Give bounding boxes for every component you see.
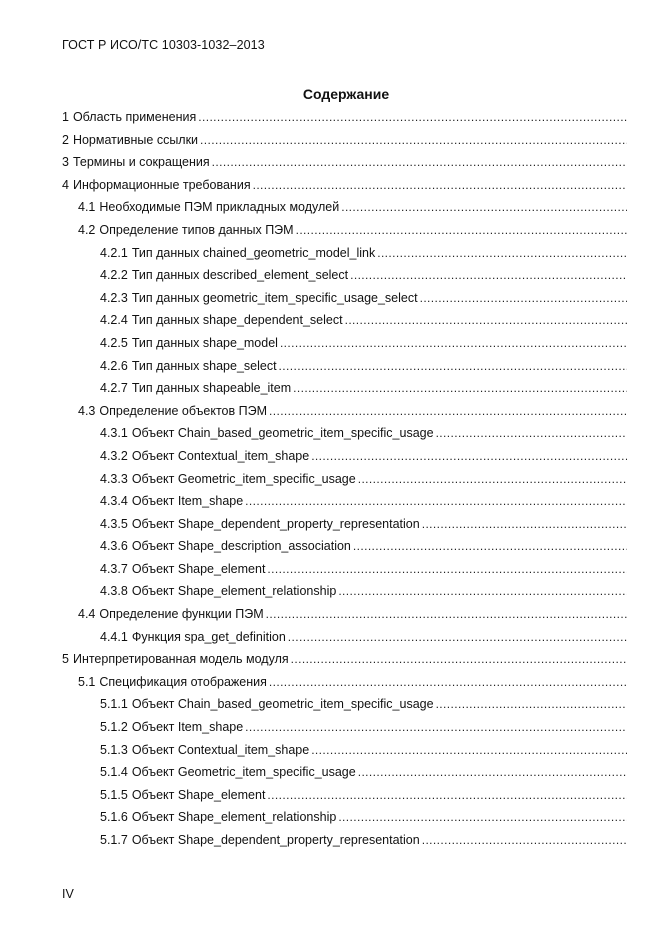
toc-leader-dots bbox=[200, 133, 627, 147]
toc-entry[interactable] bbox=[62, 246, 627, 269]
toc-leader-dots bbox=[338, 810, 627, 824]
toc-entry[interactable] bbox=[62, 381, 627, 404]
toc-entry-title: Определение типов данных ПЭМ bbox=[99, 222, 294, 237]
toc-entry-number: 4.2 bbox=[78, 222, 96, 237]
toc-leader-dots bbox=[358, 765, 627, 779]
toc-leader-dots bbox=[280, 336, 627, 350]
toc-entry-number: 5 bbox=[62, 652, 69, 667]
toc-leader-dots bbox=[311, 743, 627, 757]
toc-entry-number: 5.1.4 bbox=[100, 765, 128, 780]
toc-entry-title: Спецификация отображения bbox=[99, 674, 267, 689]
toc-leader-dots bbox=[198, 110, 627, 124]
toc-entry-number: 4.3 bbox=[78, 403, 96, 418]
toc-entry[interactable] bbox=[62, 607, 627, 630]
toc-entry-number: 4.1 bbox=[78, 200, 96, 215]
toc-leader-dots bbox=[358, 472, 627, 486]
toc-entry-number: 4.3.2 bbox=[100, 448, 128, 463]
toc-entry-number: 4.3.8 bbox=[100, 584, 128, 599]
toc-entry[interactable] bbox=[62, 404, 627, 427]
toc-entry-title: Определение объектов ПЭМ bbox=[99, 403, 267, 418]
toc-entry-number: 3 bbox=[62, 155, 69, 170]
toc-entry-title: Тип данных described_element_select bbox=[131, 268, 349, 283]
toc-leader-dots bbox=[422, 517, 627, 531]
toc-entry-title: Функция spa_get_definition bbox=[131, 629, 286, 644]
toc-entry-title: Объект Item_shape bbox=[131, 720, 244, 735]
toc-entry[interactable] bbox=[62, 584, 627, 607]
document-header: ГОСТ Р ИСО/ТС 10303-1032–2013 bbox=[62, 38, 265, 52]
toc-entry[interactable] bbox=[62, 313, 627, 336]
toc-leader-dots bbox=[345, 313, 627, 327]
toc-entry-number: 4.3.7 bbox=[100, 561, 128, 576]
toc-entry-title: Необходимые ПЭМ прикладных модулей bbox=[99, 200, 340, 215]
toc-entry[interactable] bbox=[62, 178, 627, 201]
table-of-contents bbox=[62, 110, 627, 856]
toc-leader-dots bbox=[377, 246, 627, 260]
toc-entry-title: Объект Shape_description_association bbox=[131, 539, 351, 554]
toc-entry-title: Объект Geometric_item_specific_usage bbox=[131, 471, 356, 486]
toc-entry[interactable] bbox=[62, 652, 627, 675]
toc-entry-title: Объект Shape_dependent_property_representation bbox=[131, 833, 420, 847]
toc-entry[interactable] bbox=[62, 494, 627, 517]
toc-leader-dots bbox=[245, 720, 627, 734]
toc-leader-dots bbox=[436, 697, 627, 711]
toc-entry-title: Объект Shape_element bbox=[131, 561, 266, 576]
toc-entry[interactable] bbox=[62, 517, 627, 540]
toc-entry-title: Объект Item_shape bbox=[131, 494, 244, 509]
toc-entry-title: Тип данных shape_model bbox=[131, 335, 278, 350]
toc-entry-title: Область применения bbox=[72, 110, 197, 124]
toc-entry[interactable] bbox=[62, 223, 627, 246]
toc-entry[interactable] bbox=[62, 200, 627, 223]
toc-entry-number: 5.1.1 bbox=[100, 697, 128, 712]
toc-leader-dots bbox=[253, 178, 627, 192]
toc-entry-title: Термины и сокращения bbox=[72, 155, 210, 170]
toc-entry-title: Объект Shape_dependent_property_representation bbox=[131, 516, 420, 531]
toc-entry-number: 5.1.3 bbox=[100, 742, 128, 757]
toc-entry[interactable] bbox=[62, 359, 627, 382]
toc-entry-number: 5.1.7 bbox=[100, 833, 128, 847]
toc-entry-number: 4.3.3 bbox=[100, 471, 128, 486]
toc-entry[interactable] bbox=[62, 449, 627, 472]
toc-entry-title: Тип данных shape_dependent_select bbox=[131, 313, 343, 328]
toc-entry-number: 5.1 bbox=[78, 674, 96, 689]
toc-entry[interactable] bbox=[62, 291, 627, 314]
toc-entry-title: Определение функции ПЭМ bbox=[99, 607, 264, 622]
toc-entry-number: 4.2.6 bbox=[100, 358, 128, 373]
toc-entry-number: 4 bbox=[62, 177, 69, 192]
toc-entry[interactable] bbox=[62, 788, 627, 811]
toc-entry[interactable] bbox=[62, 155, 627, 178]
toc-entry-title: Объект Shape_element_relationship bbox=[131, 810, 337, 825]
toc-entry-title: Интерпретированная модель модуля bbox=[72, 652, 289, 667]
toc-entry-number: 2 bbox=[62, 132, 69, 147]
toc-entry-number: 4.2.5 bbox=[100, 335, 128, 350]
toc-entry-number: 4.2.2 bbox=[100, 268, 128, 283]
toc-entry-number: 4.2.3 bbox=[100, 290, 128, 305]
toc-leader-dots bbox=[293, 381, 627, 395]
toc-entry-title: Объект Shape_element bbox=[131, 787, 266, 802]
toc-entry-number: 4.2.1 bbox=[100, 245, 128, 260]
toc-leader-dots bbox=[420, 291, 627, 305]
toc-entry-number: 4.4 bbox=[78, 607, 96, 622]
toc-entry[interactable] bbox=[62, 336, 627, 359]
toc-leader-dots bbox=[353, 539, 627, 553]
page-title: Содержание bbox=[302, 86, 390, 102]
toc-entry-title: Тип данных shape_select bbox=[131, 358, 277, 373]
toc-leader-dots bbox=[338, 584, 627, 598]
toc-entry-number: 4.3.5 bbox=[100, 516, 128, 531]
toc-entry-number: 5.1.2 bbox=[100, 720, 128, 735]
toc-entry-number: 4.2.4 bbox=[100, 313, 128, 328]
toc-entry-title: Информационные требования bbox=[72, 177, 251, 192]
toc-entry-title: Объект Chain_based_geometric_item_specific_usage bbox=[131, 426, 434, 441]
toc-entry[interactable] bbox=[62, 765, 627, 788]
toc-leader-dots bbox=[269, 675, 627, 689]
toc-leader-dots bbox=[311, 449, 627, 463]
toc-entry-title: Тип данных chained_geometric_model_link bbox=[131, 245, 376, 260]
toc-leader-dots bbox=[291, 652, 627, 666]
toc-leader-dots bbox=[212, 155, 627, 169]
toc-leader-dots bbox=[267, 788, 627, 802]
toc-entry-number: 4.3.1 bbox=[100, 426, 128, 441]
toc-entry[interactable] bbox=[62, 675, 627, 698]
toc-entry-number: 4.4.1 bbox=[100, 629, 128, 644]
toc-entry-number: 4.2.7 bbox=[100, 381, 128, 396]
toc-entry-title: Объект Geometric_item_specific_usage bbox=[131, 765, 356, 780]
toc-entry[interactable] bbox=[62, 743, 627, 766]
toc-entry-title: Объект Shape_element_relationship bbox=[131, 584, 337, 599]
toc-leader-dots bbox=[296, 223, 627, 237]
toc-entry[interactable] bbox=[62, 472, 627, 495]
toc-leader-dots bbox=[350, 268, 627, 282]
toc-entry[interactable] bbox=[62, 630, 627, 653]
toc-entry[interactable] bbox=[62, 539, 627, 562]
toc-entry[interactable] bbox=[62, 833, 627, 856]
toc-leader-dots bbox=[436, 426, 627, 440]
toc-entry-number: 1 bbox=[62, 110, 69, 124]
toc-entry[interactable] bbox=[62, 720, 627, 743]
toc-entry-title: Нормативные ссылки bbox=[72, 132, 199, 147]
page-number: IV bbox=[62, 887, 74, 901]
toc-entry-number: 4.3.4 bbox=[100, 494, 128, 509]
toc-entry-title: Объект Chain_based_geometric_item_specific_usage bbox=[131, 697, 434, 712]
toc-entry-number: 5.1.6 bbox=[100, 810, 128, 825]
toc-entry[interactable] bbox=[62, 562, 627, 585]
toc-entry-title: Объект Contextual_item_shape bbox=[131, 742, 310, 757]
toc-leader-dots bbox=[288, 630, 627, 644]
toc-entry-number: 4.3.6 bbox=[100, 539, 128, 554]
toc-leader-dots bbox=[245, 494, 627, 508]
toc-entry[interactable] bbox=[62, 426, 627, 449]
toc-leader-dots bbox=[341, 200, 627, 214]
toc-entry[interactable] bbox=[62, 268, 627, 291]
toc-leader-dots bbox=[279, 359, 627, 373]
toc-entry[interactable] bbox=[62, 697, 627, 720]
toc-entry[interactable] bbox=[62, 133, 627, 156]
toc-entry-title: Тип данных shapeable_item bbox=[131, 381, 292, 396]
toc-entry-number: 5.1.5 bbox=[100, 787, 128, 802]
toc-leader-dots bbox=[267, 562, 627, 576]
toc-entry[interactable] bbox=[62, 810, 627, 833]
toc-entry-title: Объект Contextual_item_shape bbox=[131, 448, 310, 463]
toc-leader-dots bbox=[266, 607, 627, 621]
toc-entry-title: Тип данных geometric_item_specific_usage_select bbox=[131, 290, 418, 305]
toc-leader-dots bbox=[269, 404, 627, 418]
toc-entry[interactable] bbox=[62, 110, 627, 133]
toc-leader-dots bbox=[422, 833, 627, 847]
